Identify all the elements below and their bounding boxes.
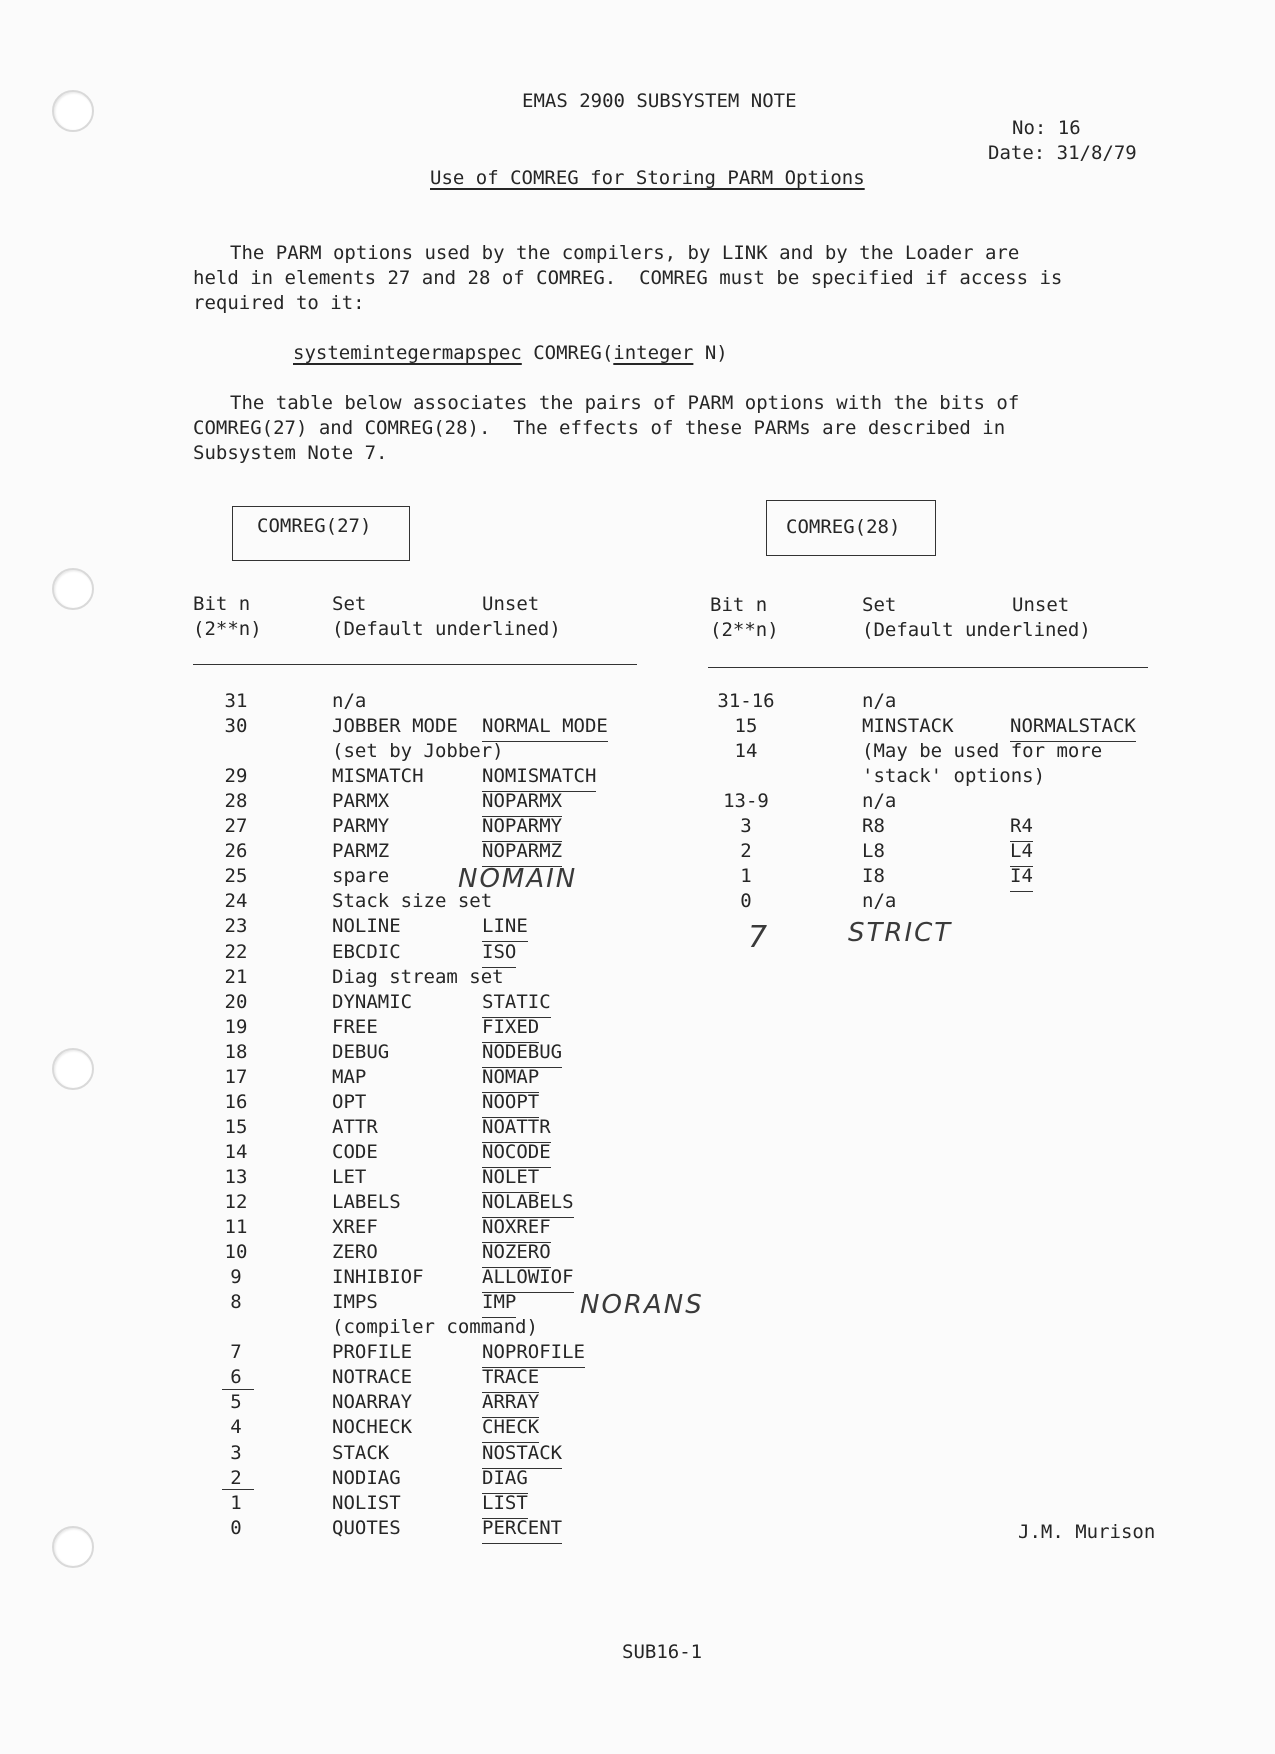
comreg27-bit: 19 (224, 1015, 248, 1038)
comreg28-bit: 31-16 (717, 690, 775, 712)
para2-line-1: The table below associates the pairs of PARM options with the bits of (230, 392, 1020, 414)
comreg27-unset: NOPARMX (482, 789, 562, 817)
comreg27-set: JOBBER MODE (332, 715, 458, 738)
comreg27-bit: 31 (224, 690, 248, 712)
para2-line-3: Subsystem Note 7. (193, 442, 388, 464)
punch-hole-bottom (52, 1526, 94, 1568)
punch-hole-top (52, 90, 94, 132)
comreg27-set: Stack size set (332, 890, 493, 913)
comreg28-set: L8 (862, 840, 885, 863)
note-number: No: 16 (1012, 117, 1081, 139)
comreg27-set: Diag stream set (332, 965, 504, 988)
comreg28-set: n/a (862, 790, 897, 813)
comreg28-unset: L4 (1010, 839, 1033, 867)
comreg27-bit: 24 (224, 890, 248, 913)
comreg28-set: 'stack' options) (862, 765, 1046, 788)
comreg27-bit: 27 (224, 815, 248, 838)
comreg27-unset: DIAG (482, 1466, 528, 1494)
comreg28-head-unset: Unset (1012, 594, 1070, 616)
intro-line-1: The PARM options used by the compilers, by LINK and by the Loader are (230, 242, 1020, 264)
comreg27-unset: ALLOWIOF (482, 1265, 574, 1293)
comreg28-unset: NORMALSTACK (1010, 714, 1136, 742)
comreg28-set: I8 (862, 865, 885, 888)
comreg27-unset: FIXED (482, 1015, 539, 1043)
comreg27-bit: 16 (224, 1090, 248, 1113)
comreg27-unset: NOMAP (482, 1065, 539, 1093)
comreg27-unset: NOZERO (482, 1240, 551, 1268)
comreg27-set: PARMZ (332, 840, 390, 863)
comreg27-unset: NOCODE (482, 1140, 551, 1168)
comreg27-bit: 22 (224, 940, 248, 963)
comreg27-bit: 8 (230, 1291, 242, 1314)
comreg27-bit: 13 (224, 1165, 248, 1188)
signature: J.M. Murison (1018, 1521, 1156, 1543)
handwritten-nomain: NOMAIN (458, 864, 578, 894)
note-subject: Use of COMREG for Storing PARM Options (430, 167, 865, 189)
comreg28-bit: 0 (740, 890, 752, 913)
comreg28-set: n/a (862, 690, 897, 712)
comreg28-set: MINSTACK (862, 715, 954, 738)
comreg27-bit: 11 (224, 1216, 248, 1239)
comreg27-bit: 18 (224, 1040, 248, 1063)
comreg28-set: n/a (862, 890, 897, 913)
comreg27-set: PARMY (332, 815, 390, 838)
comreg27-bit: 7 (230, 1341, 242, 1364)
comreg27-bit: 20 (224, 990, 248, 1013)
comreg27-set: (set by Jobber) (332, 740, 504, 763)
comreg27-unset: PERCENT (482, 1516, 562, 1544)
comreg28-head-set: Set (862, 594, 897, 616)
comreg27-unset: NORMAL MODE (482, 714, 608, 742)
punch-hole-lower (52, 1048, 94, 1090)
comreg28-bit: 14 (734, 740, 758, 763)
punch-hole-upper (52, 568, 94, 610)
comreg27-set: PARMX (332, 790, 390, 813)
comreg27-set: PROFILE (332, 1341, 413, 1364)
comreg27-set: NOLINE (332, 915, 401, 938)
spec-integer: integer (613, 342, 694, 364)
comreg27-set: STACK (332, 1441, 390, 1464)
comreg27-unset: NOPARMZ (482, 839, 562, 867)
comreg27-set: FREE (332, 1015, 378, 1038)
comreg28-bit: 3 (740, 815, 752, 838)
comreg27-unset: NOSTACK (482, 1441, 562, 1469)
comreg27-unset: NOXREF (482, 1215, 551, 1243)
comreg28-box-label: COMREG(28) (786, 516, 901, 538)
comreg27-set: n/a (332, 690, 367, 712)
comreg27-set: NODIAG (332, 1466, 401, 1489)
comreg27-unset: CHECK (482, 1415, 539, 1443)
comreg27-set: MISMATCH (332, 765, 424, 788)
intro-line-2: held in elements 27 and 28 of COMREG. COMREG must be specified if access is (193, 267, 1063, 289)
comreg28-unset: R4 (1010, 814, 1033, 842)
comreg27-head-bit: Bit n (193, 593, 251, 615)
comreg27-bit: 0 (230, 1516, 242, 1539)
comreg28-bit: 2 (740, 840, 752, 863)
comreg27-unset: ISO (482, 940, 516, 968)
intro-line-3: required to it: (193, 292, 365, 314)
comreg27-unset: STATIC (482, 990, 551, 1018)
comreg28-head-bit2: (2**n) (710, 619, 779, 641)
comreg27-set: CODE (332, 1140, 378, 1163)
comreg27-bit: 4 (230, 1416, 242, 1439)
comreg27-set: IMPS (332, 1291, 378, 1314)
comreg27-bit: 23 (224, 915, 248, 938)
comreg27-set: spare (332, 865, 390, 888)
comreg27-bit: 10 (224, 1241, 248, 1264)
handwritten-bit-7: 7 (748, 920, 770, 955)
comreg27-set: OPT (332, 1090, 367, 1113)
comreg27-unset: NOPROFILE (482, 1340, 585, 1368)
comreg28-unset: I4 (1010, 864, 1033, 892)
comreg27-unset: IMP (482, 1290, 516, 1318)
comreg28-head-default: (Default underlined) (862, 619, 1091, 641)
comreg28-bit: 1 (740, 865, 752, 888)
comreg27-set: LABELS (332, 1191, 401, 1213)
comreg27-unset: NOATTR (482, 1115, 551, 1143)
comreg27-head-bit2: (2**n) (193, 618, 262, 640)
comreg28-bit: 13-9 (723, 790, 769, 813)
comreg27-unset: NOMISMATCH (482, 764, 596, 792)
comreg27-set: DYNAMIC (332, 990, 413, 1013)
comreg27-bit: 14 (224, 1140, 248, 1163)
comreg27-head-default: (Default underlined) (332, 618, 561, 640)
handwritten-norans: NORANS (580, 1290, 704, 1320)
comreg27-bit: 15 (224, 1115, 248, 1138)
comreg28-bit: 15 (734, 715, 758, 738)
comreg27-set: ATTR (332, 1115, 378, 1138)
comreg27-set: NOTRACE (332, 1366, 413, 1389)
spec-line (293, 341, 728, 366)
comreg28-set: R8 (862, 815, 885, 838)
document-title: EMAS 2900 SUBSYSTEM NOTE (522, 90, 797, 112)
comreg27-bit: 26 (224, 840, 248, 863)
comreg27-bit: 30 (224, 715, 248, 738)
comreg27-set: NOCHECK (332, 1416, 413, 1439)
comreg27-bit: 29 (224, 765, 248, 788)
comreg27-unset: NOPARMY (482, 814, 562, 842)
comreg27-bit: 25 (224, 865, 248, 888)
comreg27-bit: 5 (230, 1391, 242, 1414)
comreg27-head-unset: Unset (482, 593, 540, 615)
comreg27-set: DEBUG (332, 1040, 390, 1063)
comreg27-bit: 17 (224, 1065, 248, 1088)
comreg27-set: NOLIST (332, 1491, 401, 1514)
comreg28-head-rule (708, 667, 1148, 668)
comreg27-set: QUOTES (332, 1516, 401, 1539)
comreg27-unset: NOLABELS (482, 1190, 574, 1218)
handwritten-tick-6 (222, 1389, 254, 1390)
note-date: Date: 31/8/79 (988, 142, 1137, 164)
comreg27-bit: 6 (230, 1366, 242, 1389)
comreg27-bit: 28 (224, 790, 248, 813)
comreg27-head-rule (193, 664, 637, 665)
comreg28-head-bit: Bit n (710, 594, 768, 616)
handwritten-tick-2 (222, 1489, 254, 1490)
comreg27-set: LET (332, 1165, 367, 1188)
comreg27-unset: TRACE (482, 1365, 539, 1393)
comreg27-unset: LINE (482, 914, 528, 942)
handwritten-strict: STRICT (848, 918, 953, 948)
comreg27-set: NOARRAY (332, 1391, 413, 1414)
spec-keyword: systemintegermapspec (293, 342, 522, 364)
comreg27-unset: LIST (482, 1491, 528, 1519)
spec-name: COMREG( (521, 342, 614, 364)
comreg27-bit: 1 (230, 1491, 242, 1514)
comreg27-bit: 2 (230, 1466, 242, 1489)
comreg27-head-set: Set (332, 593, 367, 615)
comreg27-bit: 3 (230, 1441, 242, 1464)
spec-tail: N) (693, 342, 728, 364)
comreg27-set: (compiler command) (332, 1316, 538, 1339)
comreg27-unset: ARRAY (482, 1390, 539, 1418)
comreg27-set: XREF (332, 1216, 378, 1239)
comreg27-set: MAP (332, 1065, 367, 1088)
comreg27-unset: NOOPT (482, 1090, 539, 1118)
comreg27-unset: NODEBUG (482, 1040, 562, 1068)
comreg27-box-label: COMREG(27) (257, 515, 372, 537)
comreg27-bit: 21 (224, 965, 248, 988)
comreg27-bit: 12 (224, 1191, 248, 1213)
comreg27-set: ZERO (332, 1241, 378, 1264)
comreg27-bit: 9 (230, 1266, 242, 1289)
comreg27-set: INHIBIOF (332, 1266, 424, 1289)
page-footer: SUB16-1 (622, 1641, 703, 1663)
comreg27-set: EBCDIC (332, 940, 401, 963)
comreg28-set: (May be used for more (862, 740, 1103, 763)
para2-line-2: COMREG(27) and COMREG(28). The effects of these PARMs are described in (193, 417, 1006, 439)
comreg27-unset: NOLET (482, 1165, 539, 1193)
